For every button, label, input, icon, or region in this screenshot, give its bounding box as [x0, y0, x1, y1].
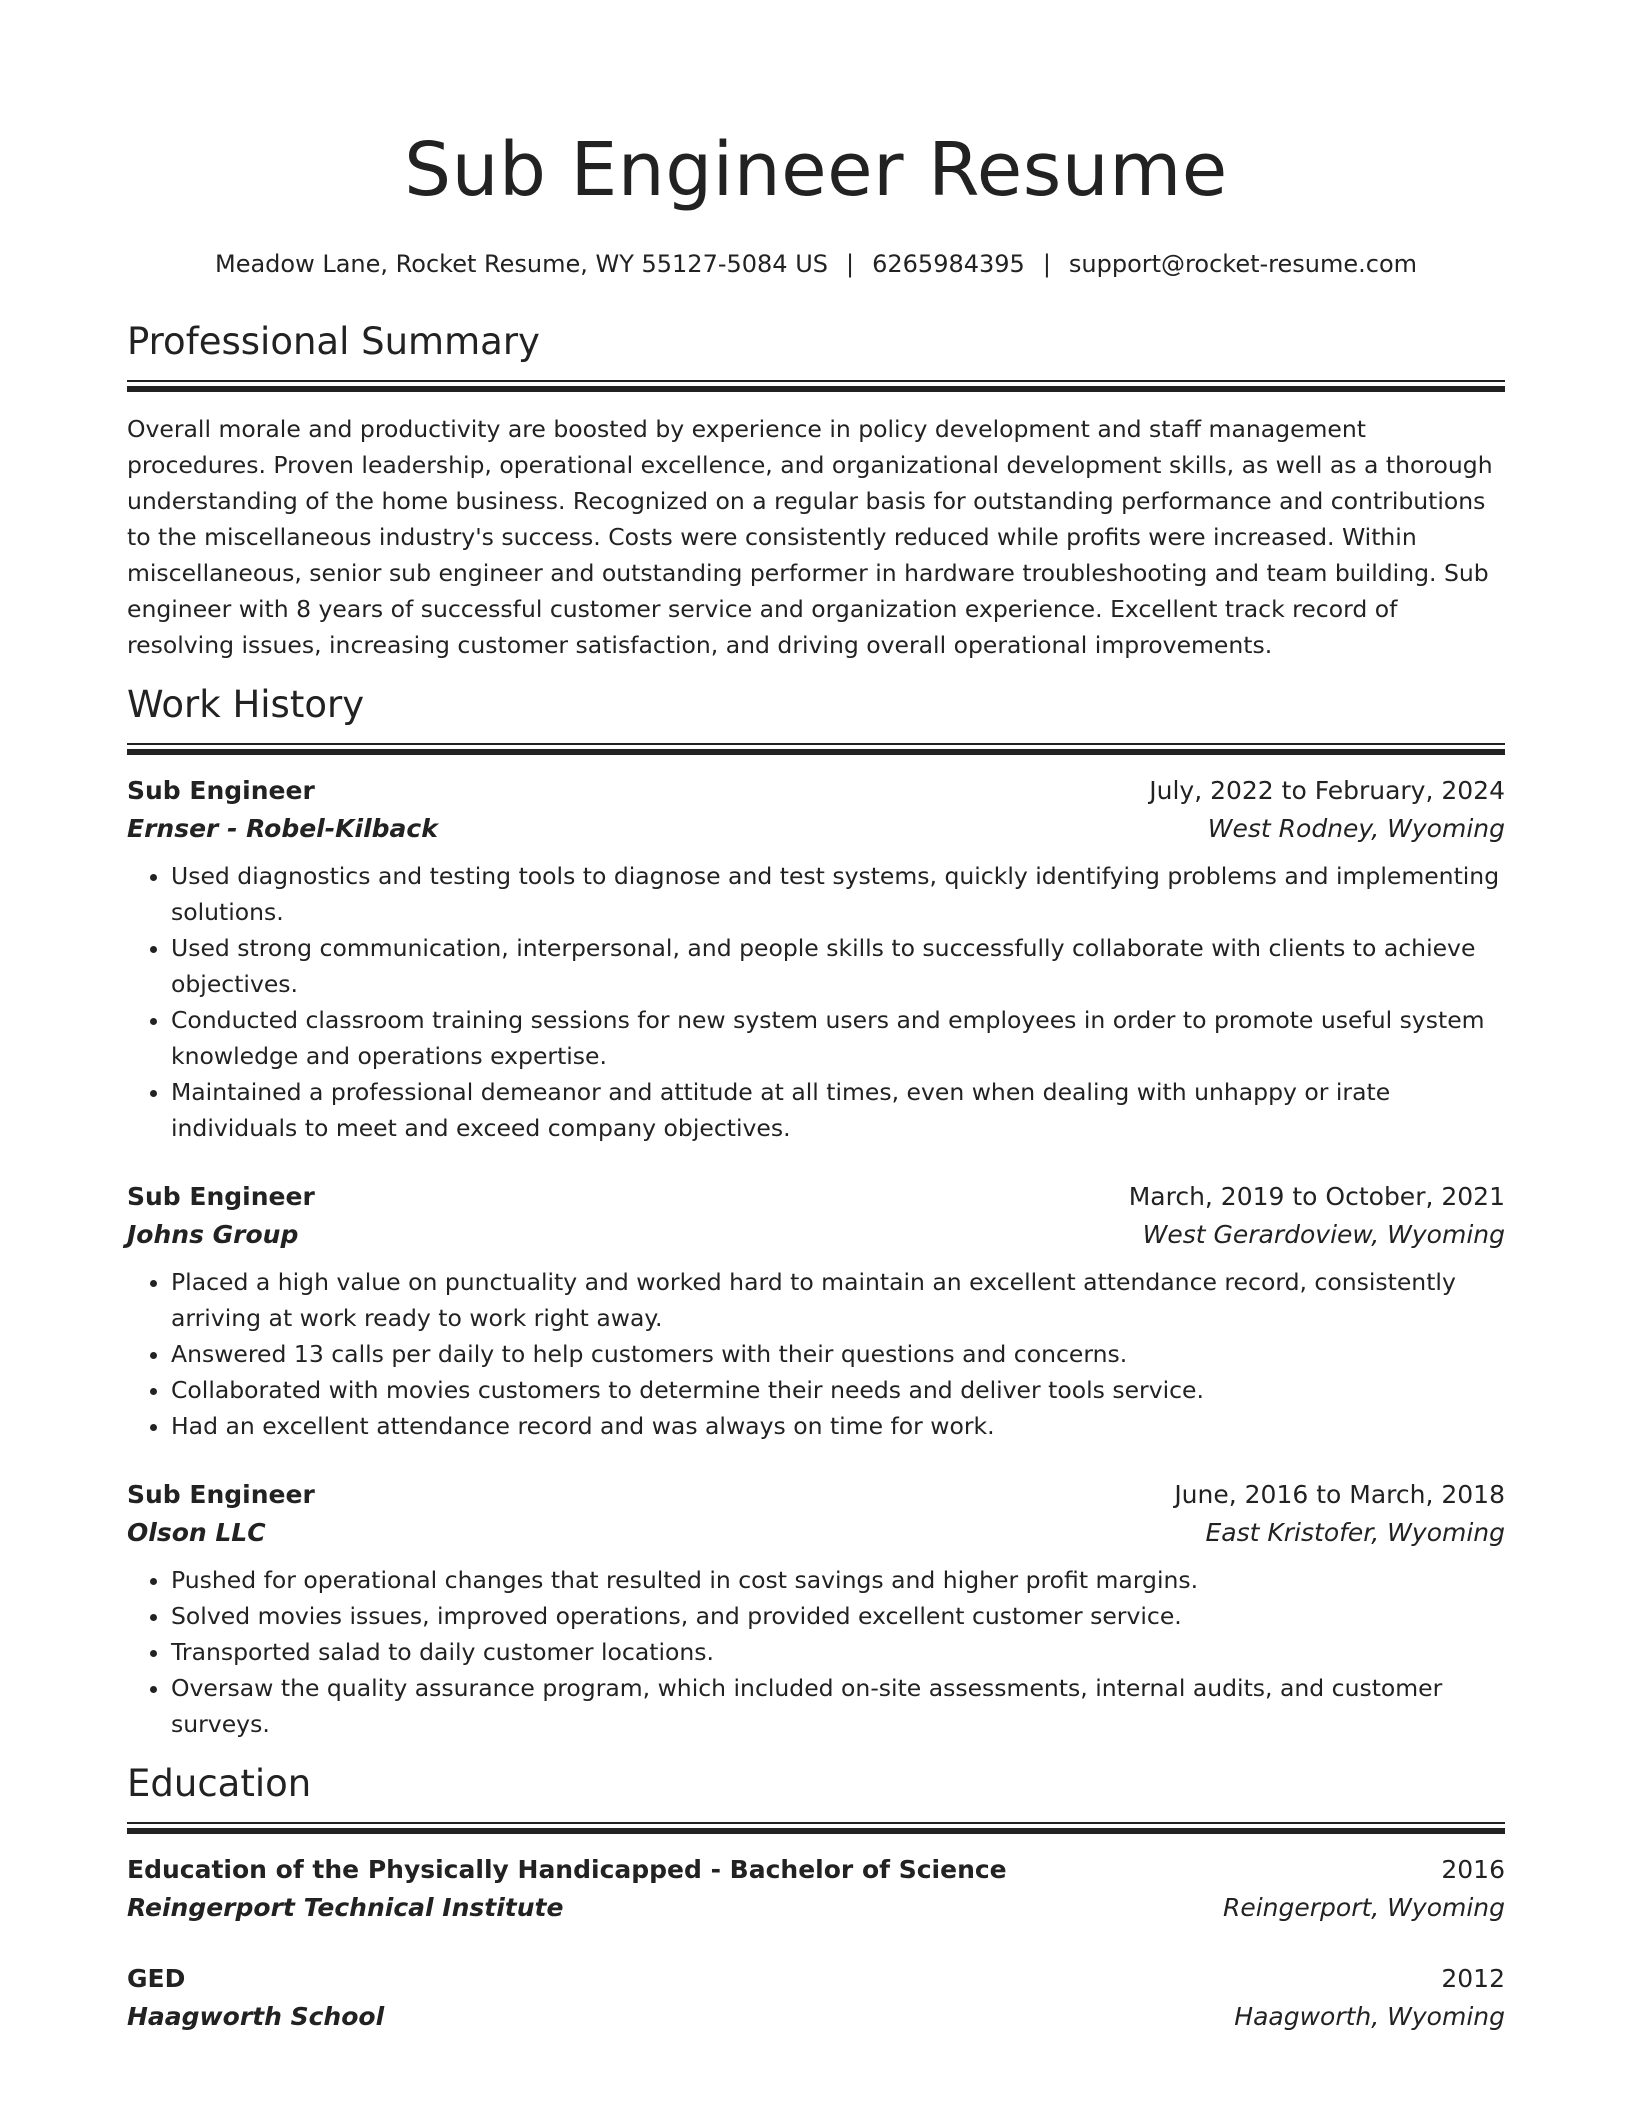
contact-separator: | [1042, 250, 1051, 278]
section-heading-education: Education [127, 1762, 312, 1805]
job-bullet-list [127, 1264, 1505, 1444]
education-year: 2012 [1441, 1964, 1505, 1993]
education-degree: GED [127, 1964, 186, 1993]
contact-line [127, 248, 1505, 280]
job-bullet: • Placed a high value on punctuality and worked hard to maintain an excellent attendance record, consistently arriving at work ready to work right away. [171, 1264, 1505, 1336]
education-location: Haagworth, Wyoming [1234, 2002, 1505, 2031]
job-bullet: • Oversaw the quality assurance program, which included on-site assessments, internal audits, and customer surveys. [171, 1670, 1505, 1742]
work-history-section [127, 681, 1505, 1742]
job-company-row [127, 810, 1505, 848]
job-bullet-list [127, 1562, 1505, 1742]
job-header-row [127, 772, 1505, 810]
summary-section [127, 318, 1505, 663]
contact-email: support@rocket-resume.com [1068, 250, 1417, 278]
contact-address: Meadow Lane, Rocket Resume, WY 55127-5084 US [215, 250, 829, 278]
education-entry [127, 1851, 1505, 1927]
job-bullet: • Collaborated with movies customers to determine their needs and deliver tools service. [171, 1372, 1505, 1408]
job-company-row [127, 1216, 1505, 1254]
job-bullet: • Solved movies issues, improved operations, and provided excellent customer service. [171, 1598, 1505, 1634]
job-company: Ernser - Robel-Kilback [127, 814, 438, 843]
job-bullet: • Used strong communication, interpersonal, and people skills to successfully collaborate with clients to achieve objectives. [171, 930, 1505, 1002]
section-divider [127, 743, 1505, 755]
job-dates: March, 2019 to October, 2021 [1128, 1182, 1505, 1211]
education-degree: Education of the Physically Handicapped - Bachelor of Science [127, 1855, 1007, 1884]
job-entry [127, 772, 1505, 1146]
job-bullet: • Used diagnostics and testing tools to diagnose and test systems, quickly identifying problems and implementing solutions. [171, 858, 1505, 930]
job-bullet: • Pushed for operational changes that resulted in cost savings and higher profit margins. [171, 1562, 1505, 1598]
job-header-row [127, 1178, 1505, 1216]
job-title: Sub Engineer [127, 1182, 315, 1211]
job-dates: July, 2022 to February, 2024 [1149, 776, 1505, 805]
contact-separator: | [846, 250, 855, 278]
job-entry [127, 1476, 1505, 1742]
section-heading-work-history: Work History [127, 683, 365, 726]
job-dates: June, 2016 to March, 2018 [1174, 1480, 1505, 1509]
education-year: 2016 [1441, 1855, 1505, 1884]
job-location: West Rodney, Wyoming [1207, 814, 1505, 843]
job-bullet-list [127, 858, 1505, 1146]
education-section [127, 1760, 1505, 2036]
job-header-row [127, 1476, 1505, 1514]
job-bullet: • Answered 13 calls per daily to help customers with their questions and concerns. [171, 1336, 1505, 1372]
job-bullet: • Conducted classroom training sessions for new system users and employees in order to promote useful system knowledge and operations expertise. [171, 1002, 1505, 1074]
job-bullet: • Maintained a professional demeanor and attitude at all times, even when dealing with unhappy or irate individuals to meet and exceed company objectives. [171, 1074, 1505, 1146]
job-company: Johns Group [127, 1220, 299, 1249]
contact-phone: 6265984395 [872, 250, 1025, 278]
section-divider [127, 380, 1505, 392]
education-entry [127, 1960, 1505, 2036]
section-divider [127, 1822, 1505, 1834]
resume-title: Sub Engineer Resume [404, 127, 1228, 213]
education-location: Reingerport, Wyoming [1222, 1893, 1505, 1922]
education-header-row [127, 1851, 1505, 1889]
job-title: Sub Engineer [127, 1480, 315, 1509]
section-heading-summary: Professional Summary [127, 320, 540, 363]
education-header-row [127, 1960, 1505, 1998]
job-company: Olson LLC [127, 1518, 266, 1547]
resume-page [127, 0, 1505, 2036]
job-company-row [127, 1514, 1505, 1552]
summary-text: Overall morale and productivity are boosted by experience in policy development and staff management procedures. Proven leadership, operational excellence, and organizational development skills, as well as a thorough understanding of the home business. Recognized on a regular basis for outstanding performance and contributions to the miscellaneous industry's success. Costs were consistently reduced while profits were increased. Within miscellaneous, senior sub engineer and outstanding performer in hardware troubleshooting and team building. Sub engineer with 8 years of successful customer service and organization experience. Excellent track record of resolving issues, increasing customer satisfaction, and driving overall operational improvements. [127, 415, 1493, 659]
job-bullet: • Had an excellent attendance record and was always on time for work. [171, 1408, 1505, 1444]
job-entry [127, 1178, 1505, 1444]
education-school-row [127, 1998, 1505, 2036]
education-school: Haagworth School [127, 2002, 385, 2031]
job-location: West Gerardoview, Wyoming [1142, 1220, 1505, 1249]
job-title: Sub Engineer [127, 776, 315, 805]
education-school-row [127, 1889, 1505, 1927]
job-location: East Kristofer, Wyoming [1205, 1518, 1505, 1547]
education-school: Reingerport Technical Institute [127, 1893, 564, 1922]
job-bullet: • Transported salad to daily customer locations. [171, 1634, 1505, 1670]
